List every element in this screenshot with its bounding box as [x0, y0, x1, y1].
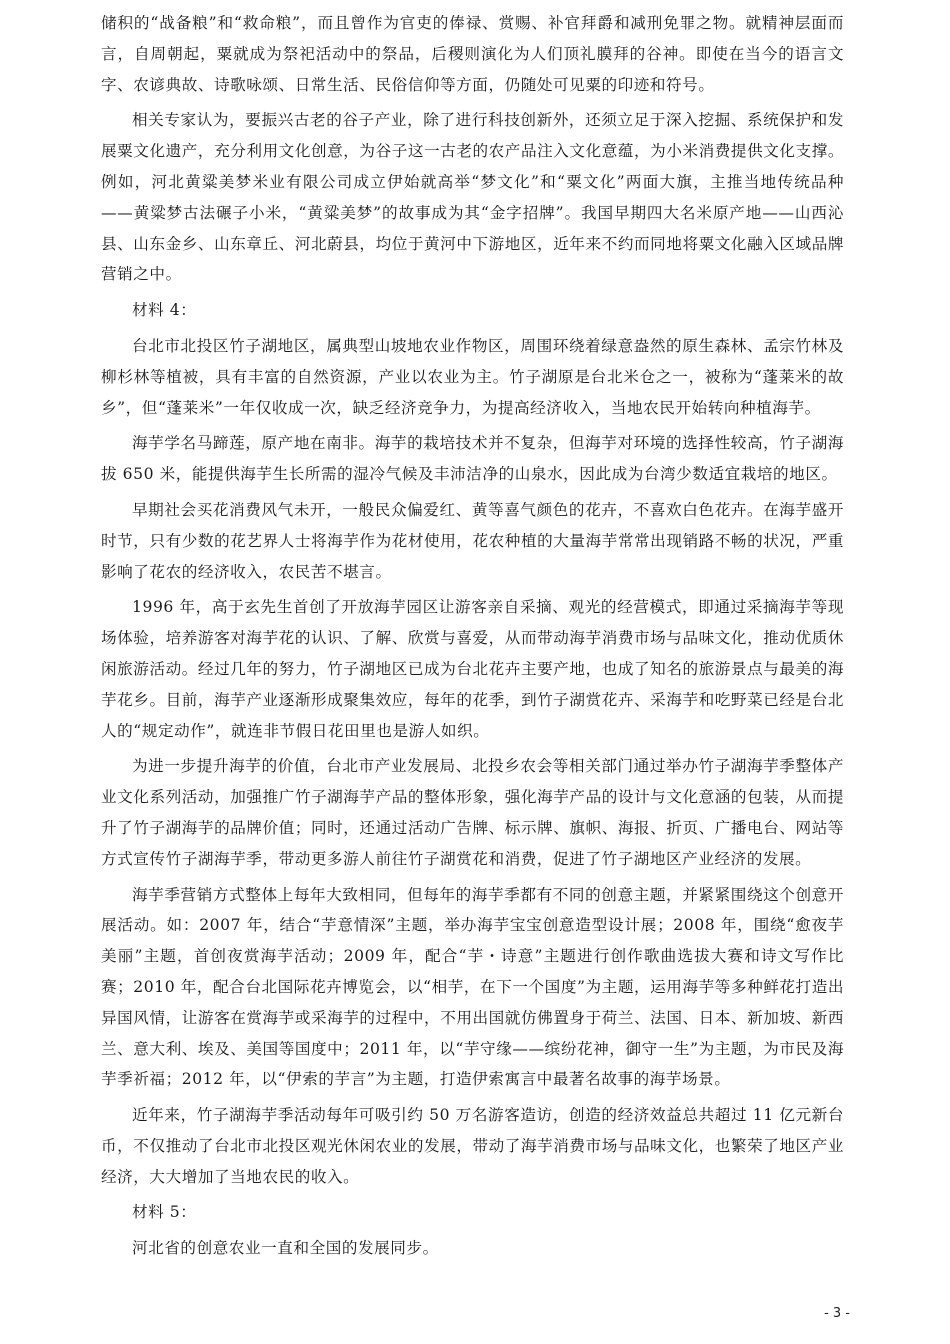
paragraph-early-market: 早期社会买花消费风气未开，一般民众偏爱红、黄等喜气颜色的花卉，不喜欢白色花卉。在海芋盛开时节，只有少数的花艺界人士将海芋作为花材使用，花农种植的大量海芋常常出现销路不畅的状况，严重影响了花农的经济收入，农民苦不堪言。 — [101, 500, 844, 581]
material-4-heading: 材料 4： — [132, 301, 197, 320]
paragraph-promotion: 为进一步提升海芋的价值，台北市产业发展局、北投乡农会等相关部门通过举办竹子湖海芋季整体产业文化系列活动，加强推广竹子湖海芋产品的整体形象，强化海芋产品的设计与文化意涵的包装，从而提升了竹子湖海芋的品牌价值；同时，还通过活动广告牌、标示牌、旗帜、海报、折页、广播电台、网站等方式宣传竹子湖海芋季，带动更多游人前往竹子湖赏花和消费，促进了竹子湖地区产业经济的发展。 — [101, 757, 844, 868]
page-number: - 3 - — [824, 1306, 850, 1321]
paragraph-1996: 1996 年，高于玄先生首创了开放海芋园区让游客亲自采摘、观光的经营模式，即通过采摘海芋等现场体验，培养游客对海芋花的认识、了解、欣赏与喜爱，从而带动海芋消费市场与品味文化，推动优质休闲旅游活动。经过几年的努力，竹子湖地区已成为台北花卉主要产地，也成了知名的旅游景点与最美的海芋花乡。目前，海芋产业逐渐形成聚集效应，每年的花季，到竹子湖赏花卉、采海芋和吃野菜已经是台北人的“规定动作”，就连非节假日花田里也是游人如织。 — [101, 598, 844, 740]
paragraph-themes: 海芋季营销方式整体上每年大致相同，但每年的海芋季都有不同的创意主题，并紧紧围绕这个创意开展活动。如：2007 年，结合“芋意情深”主题，举办海芋宝宝创意造型设计展；2008 年，围绕“愈夜芋美丽”主题，首创夜赏海芋活动；2009 年，配合“芋・诗意”主题进行创作歌曲选拔大赛和诗文写作比赛；2010 年，配合台北国际花卉博览会，以“相芋，在下一个国度”为主题，运用海芋等多种鲜花打造出异国风情，让游客在赏海芋或采海芋的过程中，不用出国就仿佛置身于荷兰、法国、日本、新加坡、新西兰、意大利、埃及、美国等国度中；2011 年，以“芋守缘——缤纷花神，御守一生”为主题，为市民及海芋季祈福；2012 年，以“伊索的芋言”为主题，打造伊索寓言中最著名故事的海芋场景。 — [101, 885, 844, 1089]
paragraph-continuation: 储积的“战备粮”和“救命粮”，而且曾作为官吏的俸禄、赏赐、补官拜爵和减刑免罪之物。就精神层面而言，自周朝起，粟就成为祭祀活动中的祭品，后稷则演化为人们顶礼膜拜的谷神。即使在当今的语言文字、农谚典故、诗歌咏颂、日常生活、民俗信仰等方面，仍随处可见粟的印迹和符号。 — [101, 14, 844, 94]
paragraph-expert-opinion: 相关专家认为，要振兴古老的谷子产业，除了进行科技创新外，还须立足于深入挖掘、系统保护和发展粟文化遗产，充分利用文化创意，为谷子这一古老的农产品注入文化意蕴，为小米消费提供文化支撑。例如，河北黄粱美梦米业有限公司成立伊始就高举“梦文化”和“粟文化”两面大旗，主推当地传统品种——黄粱梦古法碾子小米，“黄粱美梦”的故事成为其“金字招牌”。我国早期四大名米原产地——山西沁县、山东金乡、山东章丘、河北蔚县，均位于黄河中下游地区，近年来不约而同地将粟文化融入区域品牌营销之中。 — [101, 111, 844, 284]
material-5-heading: 材料 5： — [132, 1203, 197, 1222]
paragraph-zhuzihu-intro: 台北市北投区竹子湖地区，属典型山坡地农业作物区，周围环绕着绿意盎然的原生森林、孟宗竹林及柳杉林等植被，具有丰富的自然资源，产业以农业为主。竹子湖原是台北米仓之一，被称为“蓬莱米的故乡”，但“蓬莱米”一年仅收成一次，缺乏经济竞争力，为提高经济收入，当地农民开始转向种植海芋。 — [101, 336, 844, 417]
paragraph-results: 近年来，竹子湖海芋季活动每年可吸引约 50 万名游客造访，创造的经济效益总共超过 11 亿元新台币，不仅推动了台北市北投区观光休闲农业的发展，带动了海芋消费市场与品味文化，也繁荣了地区产业经济，大大增加了当地农民的收入。 — [101, 1106, 844, 1186]
paragraph-hebei: 河北省的创意农业一直和全国的发展同步。 — [132, 1239, 439, 1258]
paragraph-calla-lily: 海芋学名马蹄莲，原产地在南非。海芋的栽培技术并不复杂，但海芋对环境的选择性较高，竹子湖海拔 650 米，能提供海芋生长所需的湿冷气候及丰沛洁净的山泉水，因此成为台湾少数适宜栽培的地区。 — [101, 434, 844, 484]
document-body — [101, 8, 844, 1269]
